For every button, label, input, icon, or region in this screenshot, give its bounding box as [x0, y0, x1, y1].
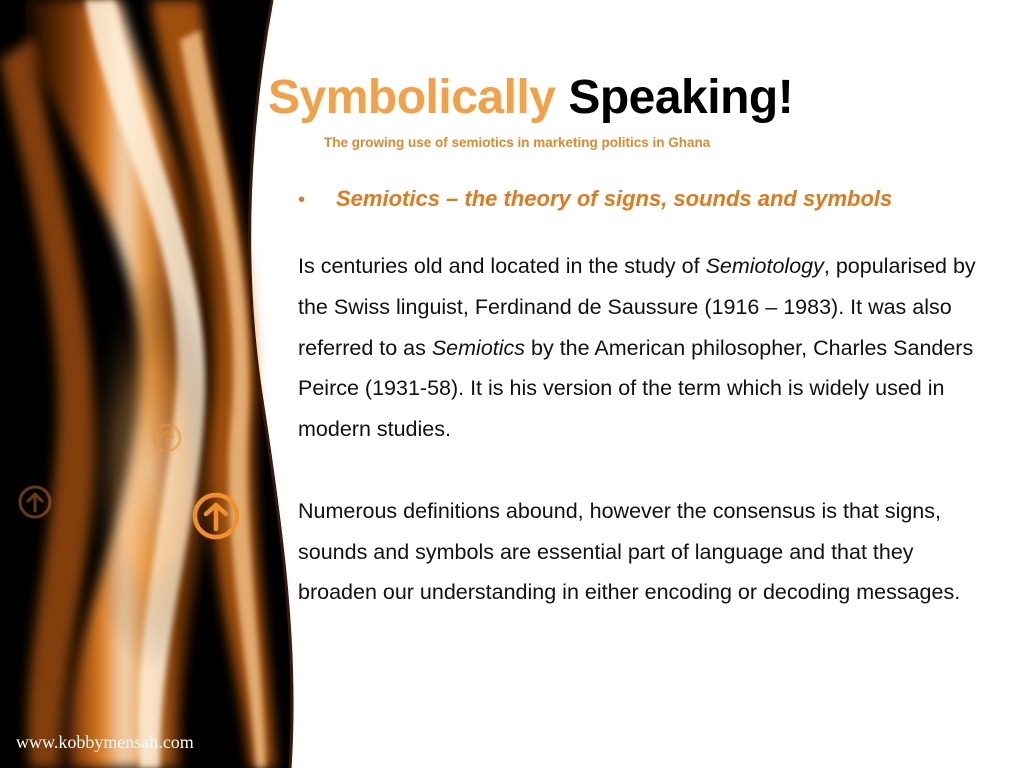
slide-title — [268, 70, 793, 126]
bullet-dot: • — [298, 189, 306, 211]
paragraph-1-text-c: by the American philosopher, Charles Sanders Peirce (1931-58). It is his version of the term which is widely used in modern studies. — [298, 335, 974, 442]
title-rest: Speaking! — [568, 71, 794, 124]
paragraph-1-text-a: Is centuries old and located in the study of — [298, 254, 706, 278]
body-text — [298, 246, 988, 613]
decorative-flame-panel — [0, 0, 310, 768]
term-semiotology: Semiotology — [705, 254, 824, 278]
bullet-heading — [298, 186, 892, 212]
paragraph-1 — [298, 246, 988, 450]
slide-subtitle: The growing use of semiotics in marketing politics in Ghana — [324, 135, 711, 150]
term-semiotics: Semiotics — [431, 335, 526, 360]
bullet-heading-text: Semiotics – the theory of signs, sounds and symbols — [336, 186, 893, 211]
footer-website: www.kobbymensah.com — [16, 732, 194, 752]
paragraph-2: Numerous definitions abound, however the consensus is that signs, sounds and symbols are essential part of language and that they broaden our understanding in either encoding or decoding messages. — [298, 498, 961, 605]
title-accent-word: Symbolically — [268, 71, 556, 124]
paragraph-1-text-b: , popularised by the Swiss linguist, Ferdinand de Saussure (1916 – 1983). It was also referred to as — [298, 254, 976, 360]
